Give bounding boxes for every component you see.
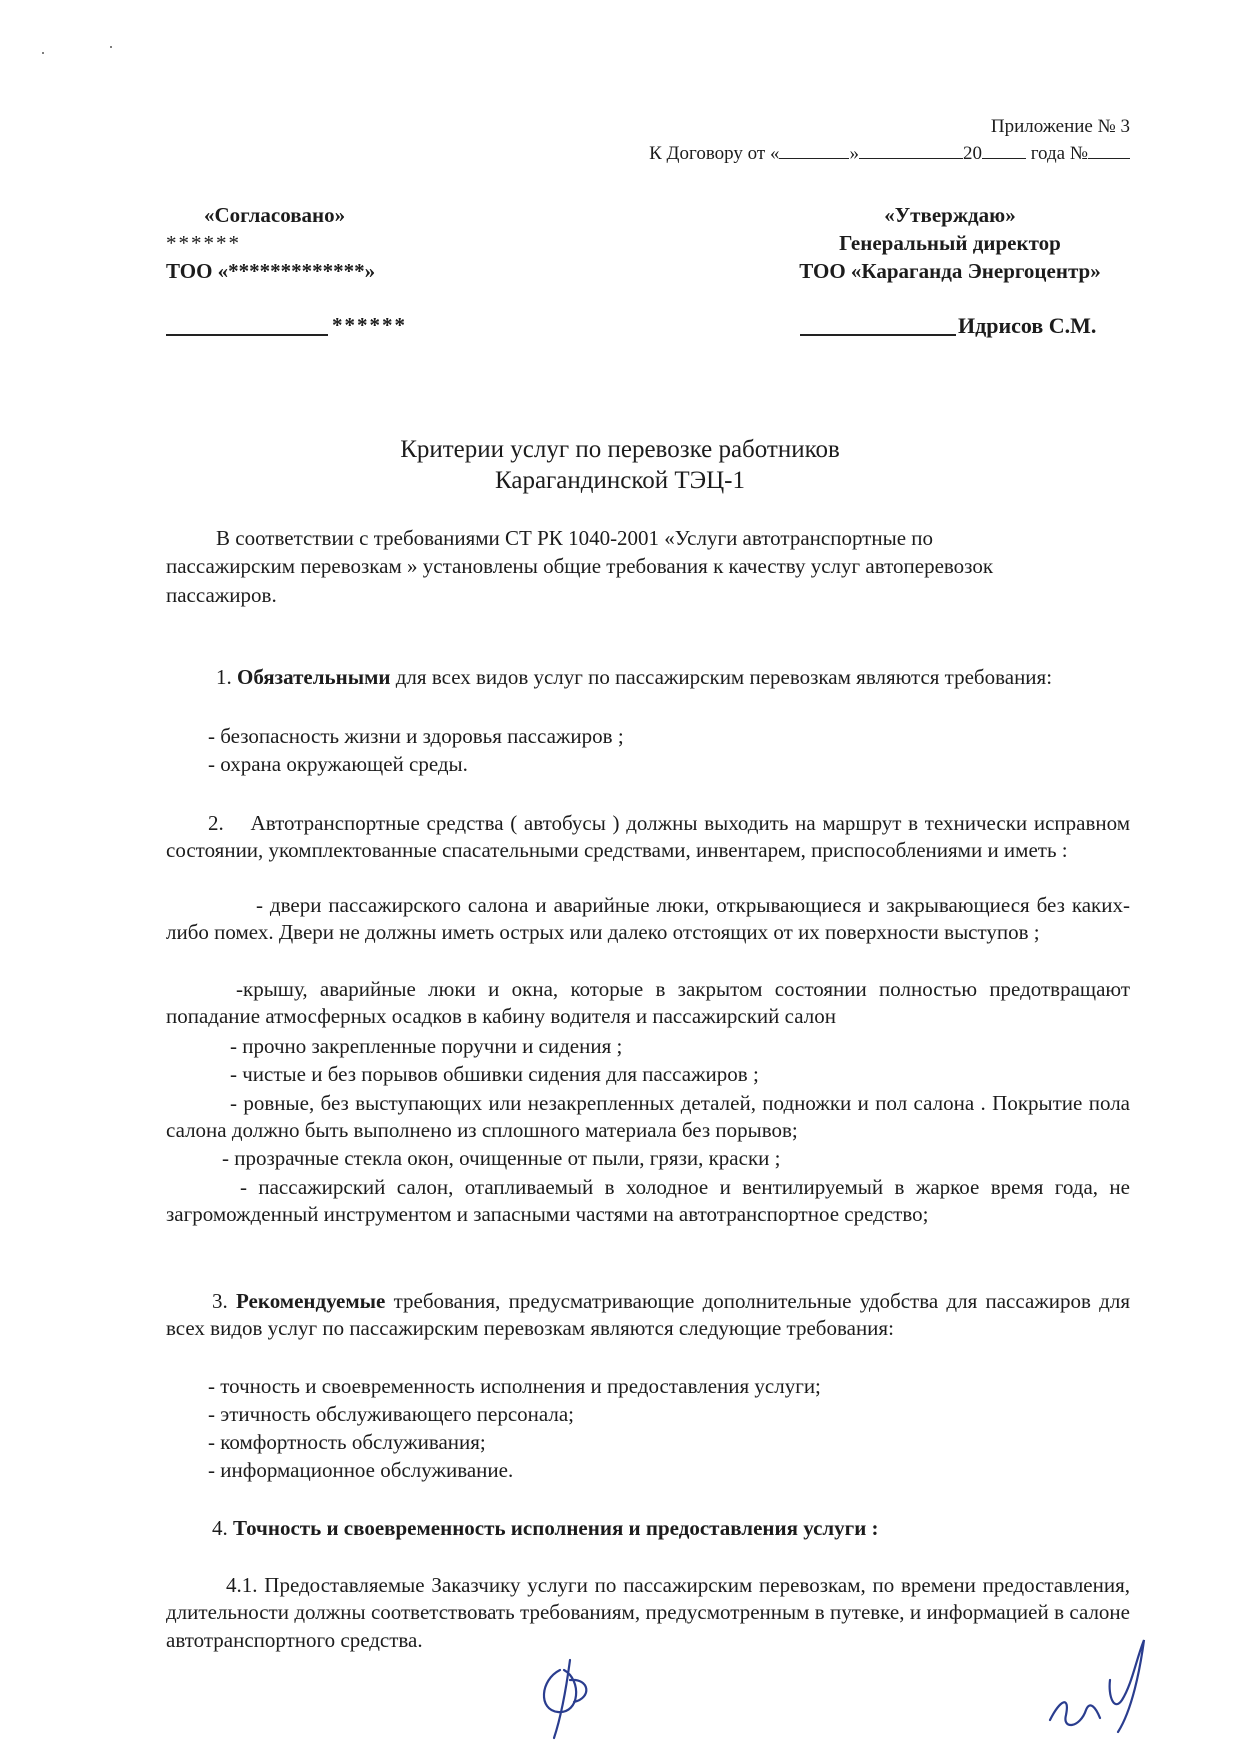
section-3-item: - этичность обслуживающего персонала;	[208, 1402, 575, 1426]
section-2-number: 2.	[208, 811, 224, 835]
section-1-text: для всех видов услуг по пассажирским перевозкам являются требования:	[395, 665, 1053, 689]
section-4-heading	[212, 1516, 879, 1541]
section-3	[166, 1288, 1130, 1343]
approve-signature-line	[800, 334, 956, 336]
handwritten-initials-right	[1040, 1600, 1160, 1740]
document-title	[0, 434, 1240, 497]
approve-signer-name: Идрисов С.М.	[958, 313, 1097, 338]
section-3-bold: Рекомендуемые	[236, 1289, 386, 1313]
section-2	[166, 810, 1130, 865]
contract-prefix: К Договору от «	[649, 143, 780, 164]
contract-year: 20	[962, 143, 982, 164]
section-3-text: требования, предусматривающие дополнительные удобства для пассажиров для всех видов услуг по пассажирским перевозкам являются следующие требования:	[166, 1289, 1131, 1341]
section-1-bold: Обязательными	[237, 665, 391, 689]
section-1-item: - охрана окружающей среды.	[208, 752, 468, 776]
section-4-heading-text: Точность и своевременность исполнения и предоставления услуги :	[233, 1516, 879, 1540]
contract-reference	[614, 143, 1130, 166]
section-1-item: - безопасность жизни и здоровья пассажиров ;	[208, 724, 624, 748]
agreed-org: ТОО «*************»	[166, 259, 376, 283]
agreed-signature-line	[166, 334, 328, 336]
agreed-title: «Согласовано»	[204, 203, 346, 227]
section-3-item: - точность и своевременность исполнения и предоставления услуги;	[208, 1374, 821, 1398]
section-1	[166, 664, 1130, 691]
contract-mid: »	[849, 143, 859, 164]
scan-speck	[42, 52, 44, 54]
scan-speck	[110, 46, 112, 48]
contract-suffix: года №	[1030, 143, 1088, 164]
appendix-label: Приложение № 3	[990, 116, 1130, 137]
approve-position: Генеральный директор	[839, 231, 1061, 255]
section-2-item: - чистые и без порывов обшивки сидения для пассажиров ;	[230, 1062, 759, 1086]
agreed-stars: ******	[166, 231, 241, 255]
section-2-item: - прозрачные стекла окон, очищенные от пыли, грязи, краски ;	[222, 1146, 781, 1170]
intro-paragraph: В соответствии с требованиями СТ РК 1040-2001 «Услуги автотранспортные по пассажирским перевозкам » установлены общие требования к качеству услуг автоперевозок пассажиров.	[166, 526, 994, 607]
agreed-signer-name: ******	[332, 313, 407, 337]
section-2-text: Автотранспортные средства ( автобусы ) должны выходить на маршрут в технически исправном состоянии, укомплектованные спасательными средствами, инвентарем, приспособлениями и иметь :	[166, 811, 1131, 863]
handwritten-initials-left	[530, 1640, 600, 1740]
approve-org: ТОО «Караганда Энергоцентр»	[799, 259, 1101, 283]
section-3-item: - информационное обслуживание.	[208, 1458, 514, 1482]
section-3-item: - комфортность обслуживания;	[208, 1430, 486, 1454]
section-2-item: - прочно закрепленные поручни и сидения ;	[230, 1034, 623, 1058]
document-title-line1: Критерии услуг по перевозке работников	[400, 436, 840, 463]
section-2-item: - ровные, без выступающих или незакрепленных деталей, подножки и пол салона . Покрытие пола салона должно быть выполнено из сплошного материала без порывов;	[166, 1091, 1130, 1143]
document-title-line2: Карагандинской ТЭЦ-1	[495, 467, 745, 495]
section-2-item: -крышу, аварийные люки и окна, которые в закрытом состоянии полностью предотвращают попадание атмосферных осадков в кабину водителя и пассажирский салон	[166, 977, 1130, 1029]
section-1-number: 1.	[216, 665, 232, 689]
approve-title: «Утверждаю»	[884, 203, 1016, 227]
section-3-number: 3.	[212, 1289, 228, 1313]
section-2-item: - двери пассажирского салона и аварийные люки, открывающиеся и закрывающиеся без каких-либо помех. Двери не должны иметь острых или далеко отстоящих от их поверхности выступов ;	[166, 893, 1130, 945]
section-4-1-paragraph: 4.1. Предоставляемые Заказчику услуги по пассажирским перевозкам, по времени предоставления, длительности должны соответствовать требованиям, предусмотренным в путевке, и информацией в салоне автотранспортного средства.	[166, 1573, 1130, 1652]
section-2-item: - пассажирский салон, отапливаемый в холодное и вентилируемый в жаркое время года, не загроможденный инструментом и запасными частями на автотранспортное средство;	[166, 1175, 1130, 1227]
section-4-number: 4.	[212, 1516, 228, 1540]
